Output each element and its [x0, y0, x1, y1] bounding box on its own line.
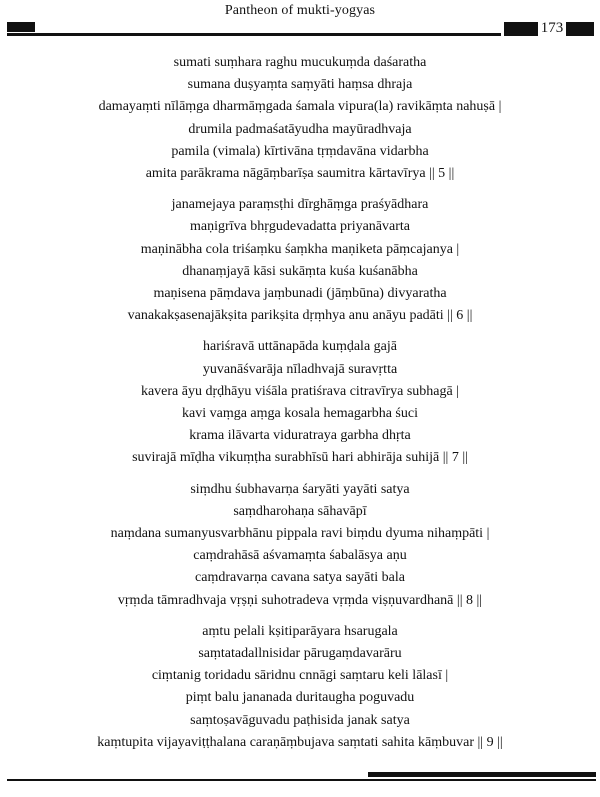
verse-line: janamejaya paraṃsṭhi dīrghāṃga praśyādhara: [171, 197, 429, 213]
stanza-6: [0, 194, 600, 327]
verse-line: sumana duṣyaṃta saṃyāti haṃsa dhraja: [187, 77, 413, 93]
footer-thick-rule: [368, 772, 596, 777]
verse-line: maṇinābha cola triśaṃku śaṃkha maṇiketa pāṃcajanya |: [140, 241, 460, 257]
verse-line: caṃdrahāsā aśvamaṃta śabalāsya aṇu: [193, 548, 407, 564]
verse-line: siṃdhu śubhavarṇa śaryāti yayāti satya: [190, 481, 410, 497]
verse-line: dhanaṃjayā kāsi sukāṃta kuśa kuśanābha: [182, 263, 418, 279]
verse-line: caṃdravarṇa cavana satya sayāti bala: [195, 570, 405, 586]
verse-line: aṃtu pelali kṣitiparāyara hsarugala: [202, 623, 398, 639]
verse-line: saṃtoṣavāguvadu paṭhisida janak satya: [190, 712, 410, 728]
header-far-right-block: [566, 22, 594, 36]
stanza-7: [0, 336, 600, 469]
header-rule: [7, 33, 501, 36]
verse-line: maṇisena pāṃdava jaṃbunadi (jāṃbūna) divyaratha: [153, 286, 447, 302]
stanza-9: [0, 621, 600, 754]
verse-body: [0, 52, 600, 763]
verse-line: ciṃtanig toridadu sāridnu cnnāgi saṃtaru keli lālasī |: [151, 668, 449, 684]
verse-line: piṃt balu jananada duritaugha poguvadu: [185, 690, 415, 706]
verse-line: krama ilāvarta viduratraya garbha dhṛta: [189, 428, 411, 444]
stanza-5: [0, 52, 600, 185]
footer-thin-rule: [7, 779, 596, 781]
verse-line: amita parākrama nāgāṃbarīṣa saumitra kārtavīrya || 5 ||: [145, 166, 455, 182]
verse-line: yuvanāśvarāja nīladhvajā suravṛtta: [202, 361, 398, 377]
verse-line: hariśravā uttānapāda kuṃḍala gajā: [203, 339, 397, 355]
header-left-block: [7, 22, 35, 32]
verse-line: damayaṃti nīlāṃga dharmāṃgada śamala vipura(la) ravikāṃta nahuṣā |: [98, 99, 502, 115]
running-title: Pantheon of mukti-yogyas: [224, 3, 376, 18]
verse-line: vṛṃda tāmradhvaja vṛṣṇi suhotradeva vṛṃda viṣṇuvardhanā || 8 ||: [117, 592, 483, 608]
verse-line: kavi vaṃga aṃga kosala hemagarbha śuci: [182, 406, 418, 422]
header-right-block: [504, 22, 538, 36]
verse-line: kavera āyu dṛḍhāyu viśāla pratiśrava citravīrya subhagā |: [140, 383, 460, 399]
verse-line: kaṃtupita vijayaviṭṭhalana caraṇāṃbujava saṃtati sahita kāṃbuvar || 9 ||: [97, 734, 503, 750]
verse-line: suvirajā mīḍha vikuṃṭha surabhīsū hari abhirāja suhijā || 7 ||: [132, 450, 468, 466]
verse-line: drumila padmaśatāyudha mayūradhvaja: [188, 121, 412, 137]
stanza-8: [0, 479, 600, 612]
verse-line: vanakakṣasenajākṣita parikṣita dṛṃhya anu anāyu padāti || 6 ||: [127, 308, 473, 324]
verse-line: pamila (vimala) kīrtivāna tṛṃdavāna vidarbha: [171, 143, 429, 159]
verse-line: saṃtatadallnisidar pārugaṃdavarāru: [198, 646, 402, 662]
verse-line: maṇigrīva bhṛgudevadatta priyanāvarta: [189, 219, 410, 235]
page-header: [0, 0, 600, 44]
page-number: 173: [540, 20, 564, 36]
verse-line: naṃdana sumanyusvarbhānu pippala ravi biṃdu dyuma nihaṃpāti |: [110, 526, 490, 542]
verse-line: sumati suṃhara raghu mucukuṃda daśaratha: [173, 55, 427, 70]
verse-line: saṃdharohaṇa sāhavāpī: [233, 503, 367, 519]
